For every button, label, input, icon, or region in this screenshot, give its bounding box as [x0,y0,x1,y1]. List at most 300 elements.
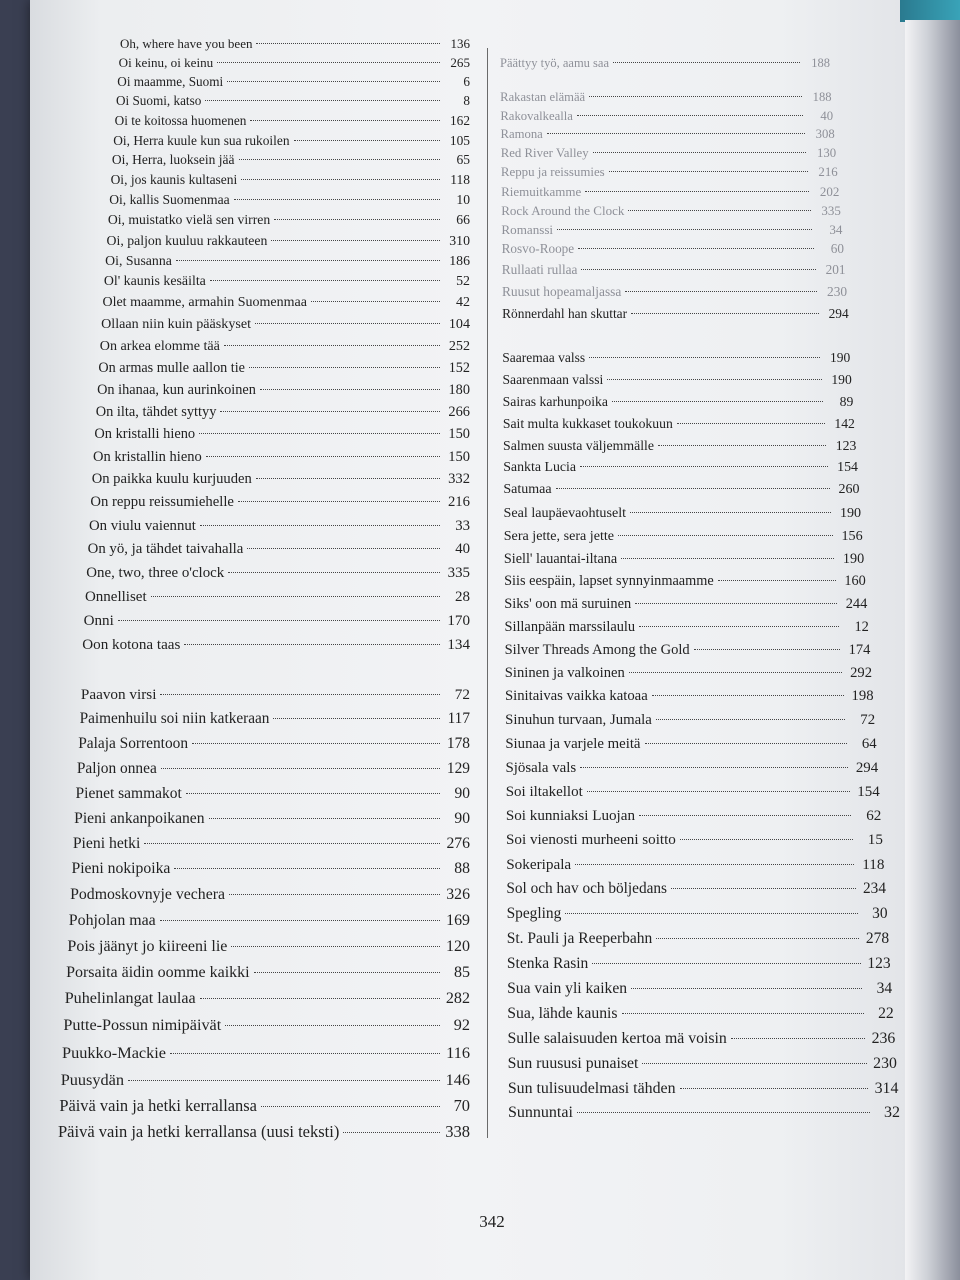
dot-leader [210,280,440,281]
dot-leader [671,888,856,889]
index-entry [506,808,881,825]
index-entry [501,184,839,200]
index-entry [76,785,470,803]
entry-page-number: 15 [867,832,883,848]
index-entry [120,36,470,52]
entry-page-number: 146 [445,1070,470,1089]
entry-page-number: 118 [862,856,885,873]
index-entry [500,56,830,71]
index-entry [101,316,470,333]
dot-leader [613,62,800,63]
entry-page-number: 170 [447,613,470,629]
index-entry [504,619,868,636]
dot-leader [578,248,814,249]
entry-title: Seal laupäevaohtuselt [503,505,627,521]
index-entry [506,856,884,874]
entry-page-number: 265 [450,55,470,70]
index-entry [501,222,842,238]
index-entry [506,760,879,777]
entry-title: Rosvo-Roope [501,241,575,256]
entry-title: Sinuhun turvaan, Jumala [505,712,652,728]
entry-page-number: 88 [454,860,470,877]
index-entry [504,551,864,568]
index-entry [503,438,856,454]
index-entry [502,284,847,300]
entry-title: Sininen ja valkoinen [504,665,625,681]
index-entry [105,253,470,269]
entry-title: Sua, lähde kaunis [507,1005,618,1022]
entry-page-number: 32 [884,1104,900,1121]
entry-title: Ruusut hopeamaljassa [501,284,622,299]
entry-page-number: 169 [446,912,470,929]
index-entry [500,109,833,124]
dot-leader [622,1013,864,1014]
book-cover-edge [900,0,960,22]
dot-leader [556,488,830,489]
book-binding [905,20,960,1280]
dot-leader [630,512,831,513]
dot-leader [294,140,440,141]
entry-title: Oi, paljon kuuluu rakkauteen [106,233,268,248]
entry-title: Sol och hav och böljedans [506,880,667,897]
entry-title: Pienet sammakot [75,785,182,802]
entry-title: Sait multa kukkaset toukokuun [502,416,673,431]
entry-page-number: 236 [871,1030,896,1047]
index-entry [503,416,855,432]
entry-page-number: 190 [839,505,862,521]
index-entry [78,735,470,753]
entry-page-number: 92 [453,1016,470,1034]
entry-title: Reppu ja reissumies [500,165,605,179]
entry-page-number: 276 [446,835,470,852]
entry-page-number: 42 [455,295,470,310]
index-entry [506,784,880,801]
entry-page-number: 190 [842,551,865,567]
dot-leader [254,972,440,973]
entry-page-number: 117 [447,710,470,727]
dot-leader [224,345,440,346]
index-entry [80,710,470,728]
entry-page-number: 150 [448,449,470,465]
entry-page-number: 104 [448,316,470,332]
index-entry [504,505,862,522]
entry-title: Oi maamme, Suomi [117,74,224,89]
entry-page-number: 66 [456,212,470,227]
index-entry [115,113,470,129]
index-entry [77,760,470,778]
entry-title: On ihanaa, kun aurinkoinen [97,382,256,398]
index-entry [108,212,470,228]
entry-page-number: 22 [878,1005,894,1022]
entry-page-number: 154 [837,460,858,475]
entry-title: Oi Suomi, katso [115,93,202,108]
entry-page-number: 150 [448,426,470,442]
entry-title: Päivä vain ja hetki kerrallansa [59,1096,257,1115]
entry-title: On viulu vaiennut [89,518,196,534]
entry-title: On yö, ja tähdet taivahalla [87,541,244,557]
index-entry [502,262,846,278]
dot-leader [118,620,440,621]
dot-leader [592,963,860,964]
entry-title: Ollaan niin kuin pääskyset [101,316,252,332]
index-entry [92,471,470,488]
entry-title: Sillanpään marssilaulu [504,619,636,635]
index-entry [505,736,876,753]
entry-page-number: 34 [876,980,893,997]
index-entry [507,1030,895,1048]
entry-title: Pois jäänyt jo kiireeni lie [67,938,228,955]
entry-page-number: 180 [448,382,470,398]
page-number: 342 [479,1212,505,1231]
index-entry [69,912,470,930]
entry-title: Paimenhuilu soi niin katkeraan [79,710,270,727]
dot-leader [250,120,440,121]
entry-page-number: 190 [831,372,852,387]
entry-title: Soi kunniaksi Luojan [505,808,635,824]
entry-page-number: 72 [860,712,876,728]
entry-page-number: 65 [456,152,470,167]
entry-title: Oi, kallis Suomenmaa [109,192,230,207]
index-entry [503,482,859,498]
entry-page-number: 85 [453,964,470,981]
entry-title: Siks' oon mä suruinen [504,596,632,612]
dot-leader [199,433,440,434]
entry-page-number: 188 [812,90,832,104]
entry-title: Pieni ankanpoikanen [74,810,205,827]
dot-leader [260,389,440,390]
entry-page-number: 90 [454,810,470,827]
dot-leader [206,456,440,457]
entry-title: Oi, jos kaunis kultaseni [110,172,238,187]
index-entry [74,810,470,828]
dot-leader [631,988,862,989]
dot-leader [228,572,440,573]
entry-title: St. Pauli ja Reeperbahn [506,930,653,947]
dot-leader [249,367,440,368]
entry-title: Oh, where have you been [120,36,253,51]
dot-leader [271,240,440,241]
dot-leader [186,793,440,794]
dot-leader [184,644,440,645]
entry-title: Puukko-Mackie [62,1043,167,1062]
entry-title: Sokeripala [506,856,572,873]
dot-leader [585,191,809,192]
entry-title: Päivä vain ja hetki kerrallansa (uusi teksti) [58,1122,340,1141]
entry-page-number: 162 [450,113,470,128]
index-entry [93,449,470,466]
entry-title: Paavon virsi [80,686,157,703]
dot-leader [256,43,440,44]
dot-leader [658,445,826,446]
dot-leader [580,767,848,768]
entry-page-number: 28 [454,589,470,605]
dot-leader [176,260,440,261]
entry-page-number: 34 [829,222,843,237]
dot-leader [639,815,851,816]
dot-leader [255,323,440,324]
entry-title: Podmoskovnyje vechera [70,886,225,903]
dot-leader [200,998,440,999]
index-entry [501,127,835,142]
entry-page-number: 40 [820,109,834,123]
entry-title: On kristalli hieno [94,426,196,442]
dot-leader [231,946,440,947]
index-entry [85,589,470,606]
dot-leader [261,1106,440,1107]
entry-title: On paikka kuulu kurjuuden [91,471,252,487]
index-entry [67,938,470,956]
entry-title: Sulle salaisuuden kertoa mä voisin [507,1030,727,1047]
entry-page-number: 188 [811,56,830,70]
entry-title: Puusydän [60,1070,125,1089]
column-divider [487,48,488,1138]
entry-page-number: 136 [450,36,470,51]
dot-leader [192,743,440,744]
entry-page-number: 129 [446,760,470,777]
entry-page-number: 216 [818,165,838,179]
dot-leader [639,626,839,627]
dot-leader [174,868,440,869]
entry-title: Oi, Herra kuule kun sua rukoilen [113,133,290,148]
index-entry [111,172,470,188]
index-entry [506,880,886,898]
entry-title: Puhelinlangat laulaa [64,990,196,1007]
index-entry [113,133,470,149]
entry-page-number: 332 [448,471,470,487]
entry-title: Satumaa [503,482,552,497]
dot-leader [631,313,819,314]
index-entry [86,565,470,582]
dot-leader [209,818,440,819]
entry-title: On reppu reissumiehelle [90,494,234,510]
index-entry [504,573,866,590]
entry-page-number: 52 [456,274,470,289]
dot-leader [656,938,859,939]
dot-leader [200,525,440,526]
index-entry [82,637,470,654]
dot-leader [238,501,440,502]
entry-page-number: 338 [445,1122,470,1141]
index-entry [109,192,470,208]
entry-page-number: 326 [446,886,470,903]
entry-title: On armas mulle aallon tie [98,360,245,376]
dot-leader [274,219,440,220]
entry-title: Silver Threads Among the Gold [504,642,690,658]
entry-title: On arkea elomme tää [99,338,220,354]
entry-page-number: 186 [449,253,470,268]
entry-title: On kristallin hieno [93,449,202,465]
index-entry [59,1096,470,1116]
entry-title: Sera jette, sera jette [503,528,615,544]
entry-page-number: 244 [845,596,868,612]
index-entry [97,382,470,399]
entry-title: Sun tulisuudelmasi tähden [507,1080,676,1097]
index-entry [508,1055,897,1073]
dot-leader [718,580,836,581]
dot-leader [247,548,440,549]
index-entry [505,642,871,659]
index-entry [501,203,841,219]
dot-leader [577,1112,870,1113]
index-entry [505,688,874,705]
entry-title: Sun ruususi punaiset [507,1055,639,1072]
index-entry [119,55,470,71]
entry-page-number: 30 [872,905,888,922]
entry-title: Soi iltakellot [505,784,583,800]
entry-page-number: 282 [445,990,470,1007]
entry-page-number: 202 [819,184,840,199]
entry-title: Palaja Sorrentoon [78,735,189,752]
index-entry [117,74,470,90]
entry-title: Salmen suusta väljemmälle [503,438,654,453]
dot-leader [577,115,803,116]
entry-title: Soi vienosti murheeni soitto [506,832,676,848]
entry-title: Sunnuntai [508,1104,573,1121]
entry-page-number: 33 [455,518,470,534]
entry-title: Romanssi [501,222,554,237]
entry-title: Rakastan elämää [500,90,586,104]
index-entry [63,1016,470,1035]
entry-page-number: 72 [454,686,470,703]
dot-leader [580,466,828,467]
entry-page-number: 40 [455,541,470,557]
entry-title: Rönnerdahl han skuttar [502,306,628,321]
index-entry [81,686,470,704]
entry-page-number: 8 [463,93,470,108]
index-entry [503,394,854,410]
entry-page-number: 116 [446,1043,470,1062]
entry-page-number: 216 [447,494,470,510]
entry-page-number: 174 [848,642,871,658]
entry-page-number: 190 [829,350,851,365]
entry-page-number: 62 [866,808,882,824]
index-entry [502,350,850,366]
index-entry [505,665,872,682]
entry-title: Oon kotona taas [82,637,181,653]
dot-leader [625,291,817,292]
dot-leader [239,159,440,160]
index-entry [102,295,470,311]
entry-page-number: 118 [450,172,470,187]
entry-page-number: 260 [838,482,860,497]
entry-page-number: 278 [865,930,890,947]
entry-page-number: 90 [454,785,470,802]
dot-leader [205,100,440,101]
entry-page-number: 252 [448,338,470,354]
index-entry [112,152,470,168]
entry-page-number: 6 [463,74,470,89]
entry-title: Putte-Possun nimipäivät [63,1016,222,1034]
entry-title: Red River Valley [500,146,589,160]
entry-title: Päättyy työ, aamu saa [500,56,609,70]
dot-leader [229,894,440,895]
dot-leader [256,478,440,479]
entry-title: On ilta, tähdet syttyy [95,404,217,420]
entry-title: Sairas karhunpoika [502,394,608,409]
entry-page-number: 154 [857,784,880,800]
entry-title: Pieni hetki [72,835,141,852]
entry-page-number: 10 [456,192,470,207]
entry-title: Sinitaivas vaikka katoaa [504,688,648,704]
index-entry [94,426,470,443]
dot-leader [227,81,440,82]
entry-title: Rullaati rullaa [501,262,578,277]
entry-page-number: 294 [828,306,849,321]
dot-leader [343,1132,440,1133]
entry-title: Oi, muistatko vielä sen virren [107,212,271,227]
dot-leader [635,603,837,604]
dot-leader [607,379,821,380]
dot-leader [587,791,850,792]
entry-title: Saarenmaan valssi [502,372,604,387]
entry-page-number: 230 [827,284,848,299]
entry-title: Onnelliset [84,589,147,605]
index-entry [96,404,470,421]
entry-page-number: 60 [830,241,844,256]
entry-title: Olet maamme, armahin Suomenmaa [102,295,307,310]
dot-leader [656,719,845,720]
index-entry [84,613,470,630]
entry-page-number: 308 [815,127,835,141]
dot-leader [144,843,440,844]
index-entry [502,306,849,322]
index-entry [65,990,470,1008]
entry-page-number: 230 [873,1055,897,1072]
index-entry [500,90,831,105]
dot-leader [170,1053,440,1054]
entry-title: One, two, three o'clock [86,565,225,581]
dot-leader [593,152,807,153]
dot-leader [160,694,440,695]
entry-title: Porsaita äidin oomme kaikki [66,964,250,981]
entry-page-number: 178 [446,735,470,752]
index-entry [70,886,470,904]
entry-page-number: 314 [874,1080,899,1097]
index-entry [98,360,470,377]
index-entry [61,1070,470,1090]
dot-leader [628,210,811,211]
dot-leader [161,768,440,769]
entry-title: Ramona [500,127,543,141]
index-entry [58,1122,470,1142]
entry-title: Onni [83,613,114,629]
dot-leader [575,864,854,865]
index-entry [104,274,470,290]
dot-leader [618,535,833,536]
dot-leader [241,179,440,180]
dot-leader [609,171,808,172]
index-entry [501,146,837,161]
index-entry [502,372,851,388]
dot-leader [629,672,842,673]
dot-leader [642,1063,866,1064]
dot-leader [581,269,815,270]
entry-title: Rakovalkealla [500,109,573,123]
dot-leader [680,839,853,840]
dot-leader [311,301,440,302]
index-entry [507,955,891,973]
entry-title: Oi te koitossa huomenen [114,113,247,128]
entry-page-number: 310 [449,233,470,248]
dot-leader [645,743,847,744]
dot-leader [557,229,812,230]
entry-page-number: 294 [855,760,879,776]
index-entry [506,832,883,849]
dot-leader [621,558,834,559]
dot-leader [652,695,844,696]
entry-title: Sjösala vals [505,760,577,776]
dot-leader [547,133,805,134]
